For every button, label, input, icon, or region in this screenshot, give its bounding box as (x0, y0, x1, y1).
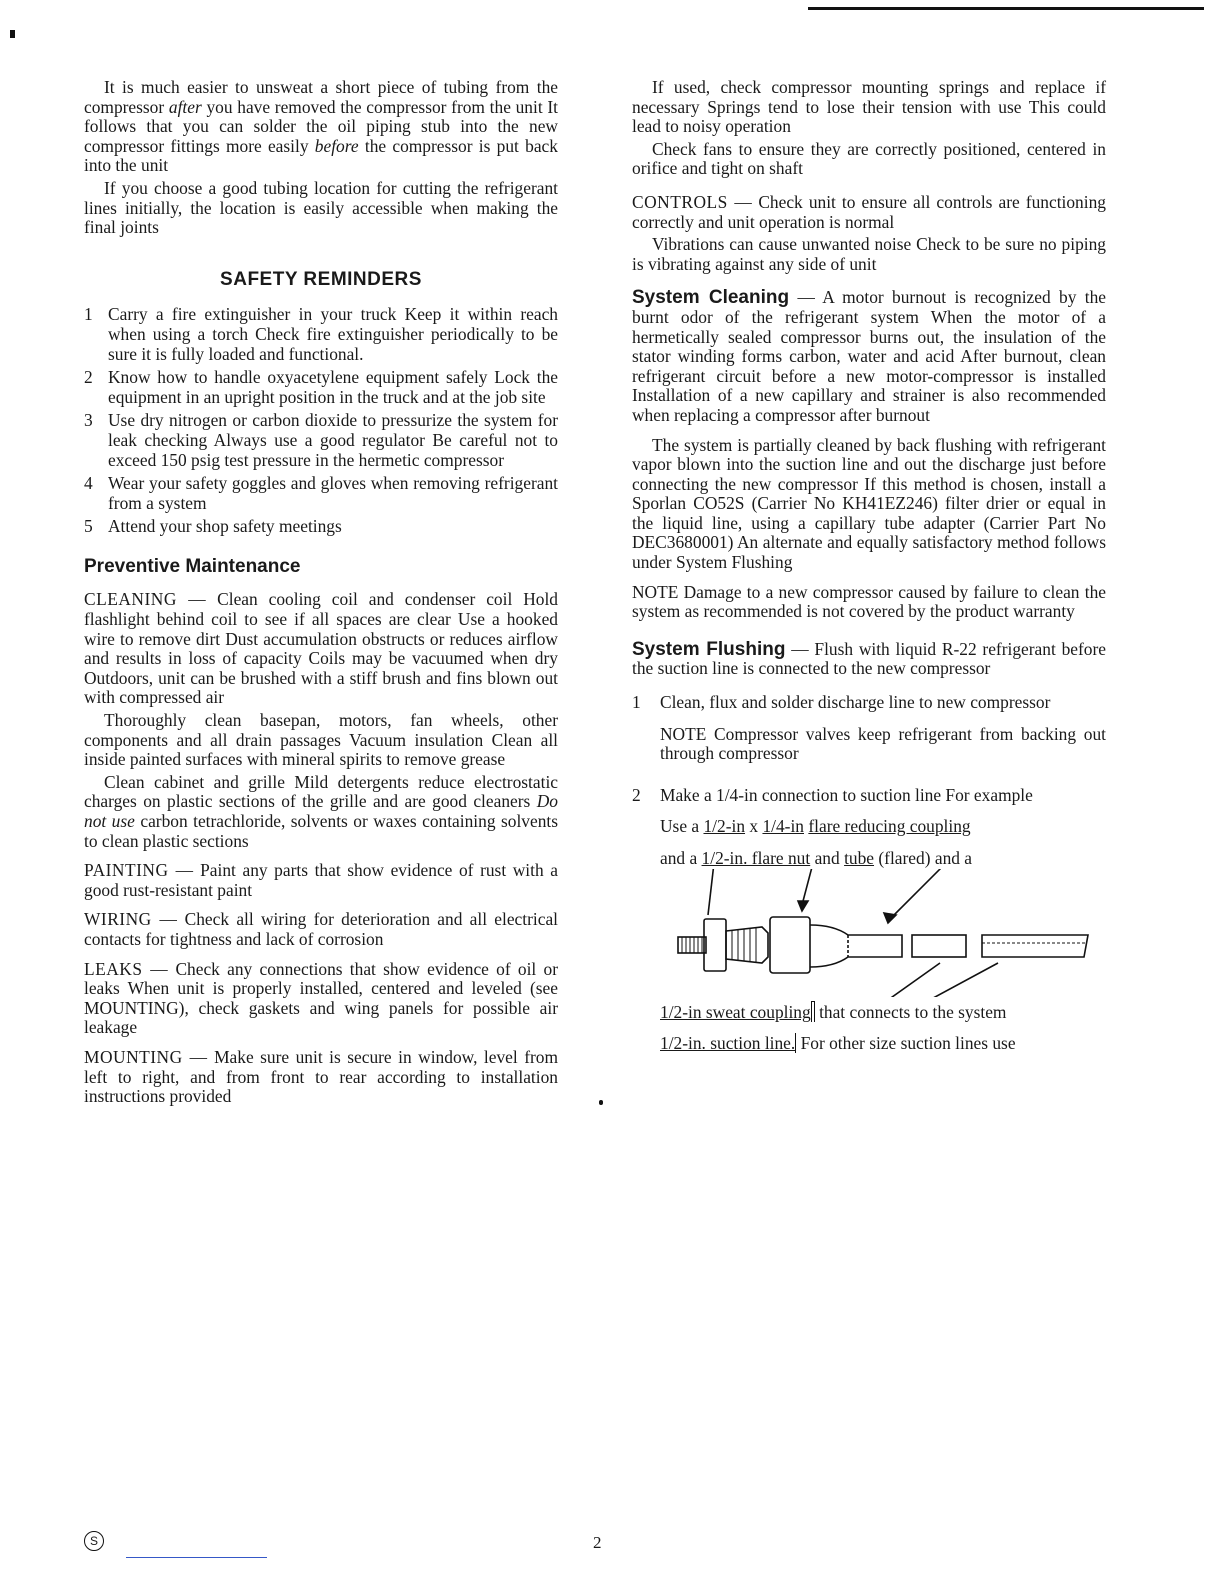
flare-nut (770, 917, 810, 973)
stray-mark (599, 1100, 603, 1105)
cleaning-paragraph: CLEANING — Clean cooling coil and condenser coil Hold flashlight behind coil to see if all spaces are clear Use a hooked wire to remove dirt Dust accumulation obstructs or reduces airflow and results in loss of capacity Coils may be vacuumed when dry Outdoors, unit can be brushed with a stiff brush and fins blown out with compressed air (84, 589, 558, 708)
left-column (84, 78, 558, 1107)
fans-paragraph: Check fans to ensure they are correctly positioned, centered in orifice and tight on shaft (632, 138, 1106, 179)
top-rule (808, 7, 1204, 10)
controls-paragraph: CONTROLS — Check unit to ensure all controls are functioning correctly and unit operation is normal (632, 191, 1106, 232)
fitting-diagram (658, 869, 1108, 997)
springs-paragraph: If used, check compressor mounting springs and replace if necessary Springs tend to lose their tension with use This could lead to noisy operation (632, 77, 1106, 137)
sweat-coupling (912, 935, 966, 957)
diagram-caption-line-4: 1/2-in. suction line. For other size suction lines use (660, 1033, 1016, 1054)
diagram-caption-line-2: and a 1/2-in. flare nut and tube (flared) and a (660, 848, 973, 868)
preventive-maintenance-heading: Preventive Maintenance (84, 555, 301, 577)
suction-line (982, 935, 1088, 957)
system-flushing-heading: System Flushing (632, 638, 786, 660)
diagram-caption-line-3: 1/2-in sweat coupling that connects to the system (660, 1001, 1007, 1022)
basepan-paragraph: Thoroughly clean basepan, motors, fan wheels, other components and all drain passages Vacuum insulation Clean all inside painted surfaces with mineral spirits to remove grease (84, 710, 558, 770)
list-item: 1 Carry a fire extinguisher in your truck Keep it within reach when using a torch Check fire extinguisher periodically to be sure it is fully loaded and functional. (84, 304, 558, 364)
footer-rule (126, 1557, 267, 1558)
compressor-valves-note: NOTE Compressor valves keep refrigerant from backing out through compressor (660, 723, 1106, 764)
step-2: 2 Make a 1/4-in connection to suction line For example (632, 784, 1033, 805)
diagram-caption-line-1: Use a 1/2-in x 1/4-in flare reducing coupling (660, 816, 971, 837)
mounting-paragraph: MOUNTING — Make sure unit is secure in window, level from left to right, and from front to rear according to installation instructions provided (84, 1046, 558, 1107)
system-flushing-paragraph: System Flushing — Flush with liquid R-22 refrigerant before the suction line is connected to the new compressor (632, 638, 1106, 679)
hex-nut (704, 919, 726, 971)
warranty-note: NOTE Damage to a new compressor caused by failure to clean the system as recommended is not covered by the product warranty (632, 581, 1106, 622)
cabinet-paragraph: Clean cabinet and grille Mild detergents reduce electrostatic charges on plastic sections of the grille and are good cleaners Do not use carbon tetrachloride, solvents or waxes containing solvents to clean plastic sections (84, 771, 558, 851)
leader-line (708, 869, 714, 915)
vibrations-paragraph: Vibrations can cause unwanted noise Check to be sure no piping is vibrating against any side of unit (632, 234, 1106, 274)
wiring-paragraph: WIRING — Check all wiring for deterioration and all electrical contacts for tightness and lack of corrosion (84, 909, 558, 949)
list-item: 5 Attend your shop safety meetings (84, 516, 342, 537)
system-cleaning-paragraph: System Cleaning — A motor burnout is recognized by the burnt odor of the refrigerant system When the motor of a hermetically sealed compressor burns out, the insulation of the stator winding forms carbon, water and acid After burnout, clean refrigerant circuit before a new motor-compressor is installed Installation of a new capillary and strainer is also recommended when replacing a compressor after burnout (632, 287, 1106, 425)
safety-heading: SAFETY REMINDERS (220, 268, 422, 290)
intro-paragraph: It is much easier to unsweat a short piece of tubing from the compressor after you have removed the compressor from the unit It follows that you can solder the oil piping stub into the new compressor fittings more easily before the compressor is put back into the unit (84, 77, 558, 176)
footer-logo: S (84, 1531, 104, 1551)
list-item: 3 Use dry nitrogen or carbon dioxide to pressurize the system for leak checking Always use a good regulator Be careful not to exceed 150 psig test pressure in the hermetic compressor (84, 410, 558, 470)
back-flushing-paragraph: The system is partially cleaned by back flushing with refrigerant vapor blown into the suction line and out the discharge just before connecting the new compressor If this method is chosen, install a Sporlan CO52S (Carrier No KH41EZ246) filter drier or equal in the liquid line, using a capillary tube adapter (Carrier Part No DEC3680001) An alternate and equally satisfactory method follows under System Flushing (632, 434, 1106, 573)
list-item: 2 Know how to handle oxyacetylene equipment safely Lock the equipment in an upright position in the truck and at the job site (84, 367, 558, 407)
leaks-paragraph: LEAKS — Check any connections that show evidence of oil or leaks When unit is properly installed, centered and leveled (see MOUNTING), check gaskets and wing panels for possible air leakage (84, 958, 558, 1038)
right-column (632, 78, 1106, 1054)
leader-line (890, 869, 944, 919)
system-cleaning-heading: System Cleaning (632, 287, 790, 309)
page-number: 2 (593, 1533, 602, 1552)
painting-paragraph: PAINTING — Paint any parts that show evidence of rust with a good rust-resistant paint (84, 860, 558, 900)
leader-line (802, 869, 812, 905)
flared-tube (810, 925, 902, 967)
tubing-paragraph: If you choose a good tubing location for cutting the refrigerant lines initially, the location is easily accessible when making the final joints (84, 177, 558, 238)
corner-mark (10, 30, 15, 38)
step-1: 1 Clean, flux and solder discharge line to new compressor (632, 692, 1051, 713)
list-item: 4 Wear your safety goggles and gloves when removing refrigerant from a system (84, 473, 558, 513)
safety-list (84, 305, 558, 537)
